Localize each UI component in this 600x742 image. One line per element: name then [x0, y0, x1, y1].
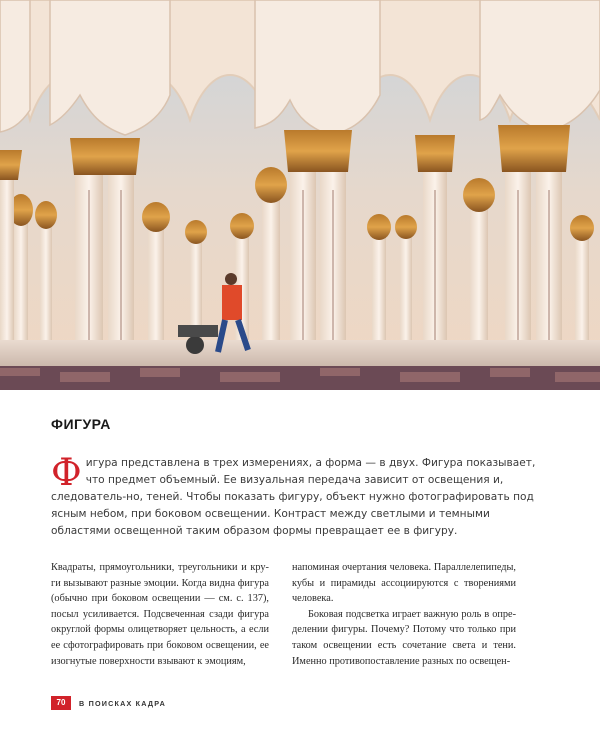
body-column-left [51, 560, 269, 669]
page-number: 70 [51, 696, 71, 710]
lead-paragraph [51, 451, 551, 540]
body-paragraph: Квадраты, прямоугольники, треугольники и кру-ги вызывают разные эмоции. Когда видна фигура (обычно при боковом освещении — см. с. 137), посыл усиливается. Подсвеченная сзади фигура округлой формы олицетворяет цельность, а если ее сфотографировать при боковом освещении, ее изогнутые поверхности взывают к эмоциям, [51, 562, 269, 667]
running-head: В ПОИСКАХ КАДРА [79, 698, 166, 708]
body-paragraph: напоминая очертания человека. Параллелепипеды, кубы и пирамиды ассоциируются с творениями человека. [292, 562, 516, 605]
body-column-right [292, 560, 516, 669]
section-title: ФИГУРА [51, 416, 111, 432]
body-paragraph: Боковая подсветка играет важную роль в опре-делении фигуры. Почему? Потому что только при таком освещении есть сочетание света и тени. Именно противопоставление разных по освещен- [292, 608, 516, 667]
drop-cap: Ф [51, 451, 82, 494]
page-footer [51, 696, 166, 710]
lead-text: игура представлена в трех измерениях, а форма — в двух. Фигура показывает, что предмет объемный. Ее визуальная передача зависит от освещения и, следователь-но, теней. Чтобы показать фигуру, объект нужно фотографировать под ясным небом, при боковом освещении. Контраст между светлыми и темными областями освещенной таким образом формы превращает ее в фигуру. [51, 457, 536, 537]
